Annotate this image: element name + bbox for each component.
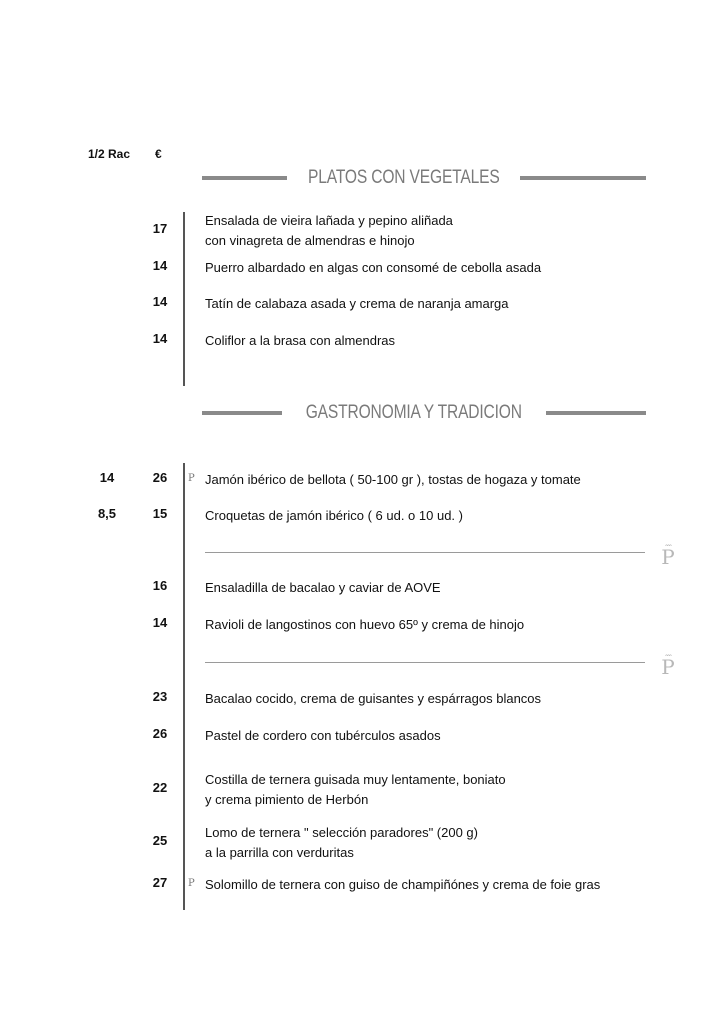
item-description: Ensaladilla de bacalao y caviar de AOVE	[205, 580, 441, 595]
item-price: 16	[152, 578, 168, 593]
item-description: Bacalao cocido, crema de guisantes y espárragos blancos	[205, 691, 542, 706]
section-title-text: GASTRONOMIA Y TRADICION	[306, 402, 523, 423]
item-price: 25	[152, 833, 168, 848]
parador-logo-icon	[656, 538, 680, 567]
item-description: Tatín de calabaza asada y crema de naranja amarga	[205, 296, 509, 311]
item-price: 26	[152, 726, 168, 741]
parador-logo-icon	[656, 648, 680, 677]
item-price: 15	[152, 506, 168, 521]
item-description: Solomillo de ternera con guiso de champiñónes y crema de foie gras	[205, 877, 601, 892]
logo-letter: P	[661, 655, 675, 679]
item-price: 23	[152, 689, 168, 704]
section-divider-line	[183, 212, 185, 386]
item-description	[205, 770, 506, 810]
group-separator	[205, 662, 645, 663]
item-price: 14	[152, 258, 168, 273]
item-line: Ensalada de vieira lañada y pepino aliñada	[205, 213, 453, 228]
crown-icon: ꞈꞈꞈ	[665, 647, 671, 657]
item-price: 14	[152, 331, 168, 346]
group-separator	[205, 552, 645, 553]
title-rule-right	[520, 176, 646, 180]
item-description: Coliflor a la brasa con almendras	[205, 333, 396, 348]
item-description: Ravioli de langostinos con huevo 65º y crema de hinojo	[205, 617, 525, 632]
price-header: €	[155, 147, 162, 161]
half-ration-header: 1/2 Rac	[88, 147, 131, 161]
title-rule-left	[202, 411, 282, 415]
item-price: 14	[152, 615, 168, 630]
logo-letter: P	[661, 545, 675, 569]
item-description: Croquetas de jamón ibérico ( 6 ud. o 10 ud. )	[205, 508, 463, 523]
item-line: a la parrilla con verduritas	[205, 845, 354, 860]
item-line: Costilla de ternera guisada muy lentamente, boniato	[205, 772, 506, 787]
item-description: Pastel de cordero con tubérculos asados	[205, 728, 441, 743]
section-title-vegetales	[202, 166, 646, 190]
section-title-text: PLATOS CON VEGETALES	[307, 167, 500, 188]
section-divider-line	[183, 463, 185, 910]
item-line: Lomo de ternera " selección paradores" (200 g)	[205, 825, 478, 840]
item-half-price: 14	[99, 470, 115, 485]
title-rule-left	[202, 176, 287, 180]
item-description: Puerro albardado en algas con consomé de cebolla asada	[205, 260, 542, 275]
item-description: Jamón ibérico de bellota ( 50-100 gr ), tostas de hogaza y tomate	[205, 472, 581, 487]
parador-mark-icon: P	[188, 878, 195, 889]
item-price: 26	[152, 470, 168, 485]
section-title-gastronomia	[202, 401, 646, 425]
item-price: 14	[152, 294, 168, 309]
item-price: 17	[152, 221, 168, 236]
item-price: 27	[152, 875, 168, 890]
item-description	[205, 823, 478, 863]
item-description	[205, 211, 453, 251]
item-price: 22	[152, 780, 168, 795]
crown-icon: ꞈꞈꞈ	[665, 537, 671, 547]
title-rule-right	[546, 411, 646, 415]
item-half-price: 8,5	[97, 506, 117, 521]
item-line: con vinagreta de almendras e hinojo	[205, 233, 415, 248]
parador-mark-icon: P	[188, 473, 195, 484]
item-line: y crema pimiento de Herbón	[205, 792, 369, 807]
